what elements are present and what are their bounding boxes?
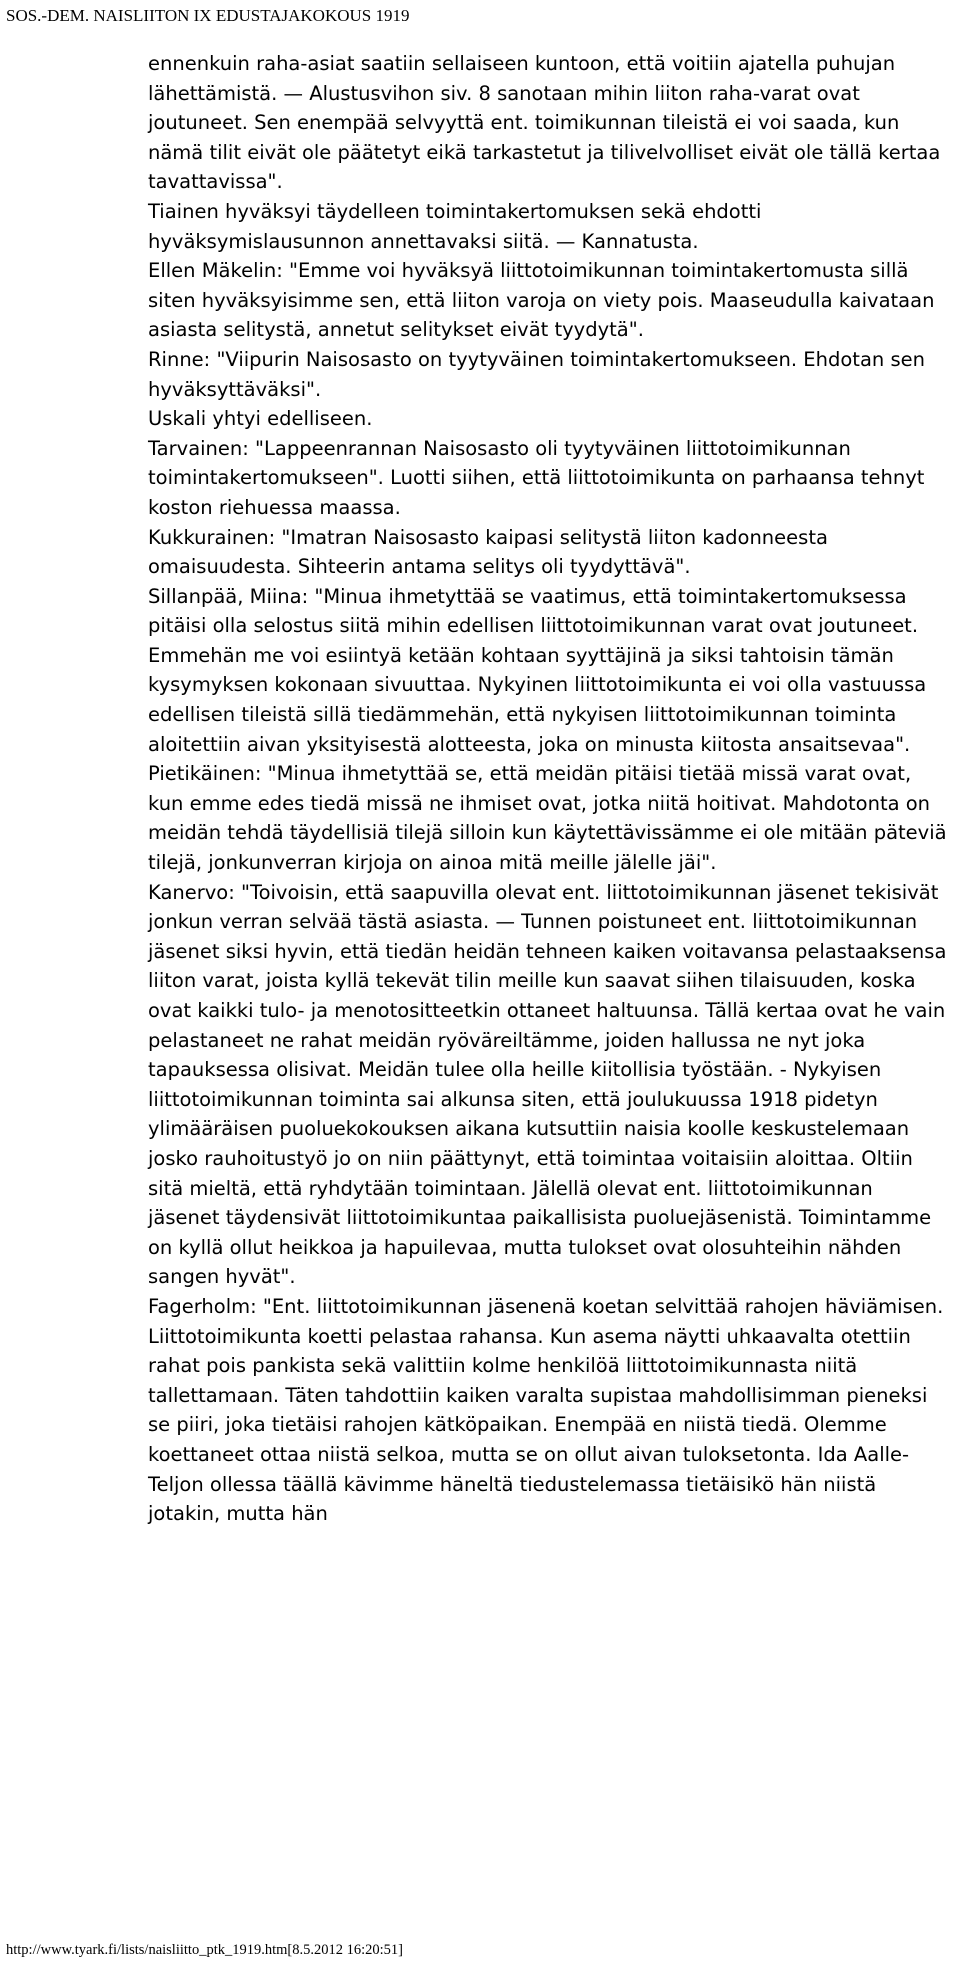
paragraph-intro: ennenkuin raha-asiat saatiin sellaiseen kuntoon, että voitiin ajatella puhujan lähettämistä. — Alustusvihon siv. 8 sanotaan mihin liiton raha-varat ovat joutuneet. Sen enempää selvyyttä ent. toimikunnan tileistä ei voi saada, kun nämä tilit eivät ole päätetyt eikä tarkastetut ja tilivelvolliset eivät ole tällä kertaa tavattavissa". <box>148 52 941 194</box>
paragraph-uskali: Uskali yhtyi edelliseen. <box>148 407 373 431</box>
paragraph-kukkurainen: Kukkurainen: "Imatran Naisosasto kaipasi selitystä liiton kadonneesta omaisuudesta. Sihteerin antama selitys oli tyydyttävä". <box>148 525 828 579</box>
paragraph-tarvainen: Tarvainen: "Lappeenrannan Naisosasto oli tyytyväinen liittotoimikunnan toimintakertomukseen". Luotti siihen, että liittotoimikunta on parhaansa tehnyt koston riehuessa maassa. <box>148 436 925 519</box>
page-header: SOS.-DEM. NAISLIITON IX EDUSTAJAKOKOUS 1919 <box>6 6 410 25</box>
paragraph-rinne: Rinne: "Viipurin Naisosasto on tyytyväinen toimintakertomukseen. Ehdotan sen hyväksyttäväksi". <box>148 347 925 401</box>
paragraph-fagerholm: Fagerholm: "Ent. liittotoimikunnan jäsenenä koetan selvittää rahojen häviämisen. Liittotoimikunta koetti pelastaa rahansa. Kun asema näytti uhkaavalta otettiin rahat pois pankista sekä valittiin kolme henkilöä liittotoimikunnasta niitä tallettamaan. Täten tahdottiin kaiken varalta supistaa mahdollisimman pieneksi se piiri, joka tietäisi rahojen kätköpaikan. Enempää en niistä tiedä. Olemme koettaneet ottaa niistä selkoa, mutta se on ollut aivan tuloksetonta. Ida Aalle-Teljon ollessa täällä kävimme häneltä tiedustelemassa tietäisikö hän niistä jotakin, mutta hän <box>148 1294 944 1526</box>
paragraph-sillanpaa: Sillanpää, Miina: "Minua ihmetyttää se vaatimus, että toimintakertomuksessa pitäisi olla selostus siitä mihin edellisen liittotoimikunnan varat ovat joutuneet. Emmehän me voi esiintyä ketään kohtaan syyttäjinä ja siksi tahtoisin tämän kysymyksen kokonaan sivuuttaa. Nykyinen liittotoimikunta ei voi olla vastuussa edellisen tileistä sillä tiedämmehän, että nykyisen liittotoimikunnan toiminta aloitettiin aivan yksityisestä alotteesta, joka on minusta kiitosta ansaitsevaa". <box>148 584 927 756</box>
paragraph-kanervo: Kanervo: "Toivoisin, että saapuvilla olevat ent. liittotoimikunnan jäsenet tekisivät jonkun verran selvää tästä asiasta. — Tunnen poistuneet ent. liittotoimikunnan jäsenet siksi hyvin, että tiedän heidän tehneen kaiken voitavansa pelastaaksensa liiton varat, joista kyllä tekevät tilin meille kun saavat siihen tilaisuuden, koska ovat kaikki tulo- ja menotositteetkin ottaneet haltuunsa. Tällä kertaa ovat he vain pelastaneet ne rahat meidän ryöväreiltämme, joiden hallussa ne nyt joka tapauksessa olisivat. Meidän tulee olla heille kiitollisia työstään. - Nykyisen liittotoimikunnan toiminta sai alkunsa siten, että joulukuussa 1918 pidetyn ylimääräisen puoluekokouksen aikana kutsuttiin naisia koolle keskustelemaan josko rauhoitustyö jo on niin päättynyt, että toimintaa voitaisiin aloittaa. Oltiin sitä mieltä, että ryhdytään toimintaan. Jälellä olevat ent. liittotoimikunnan jäsenet täydensivät liittotoimikuntaa paikallisista puoluejäsenistä. Toimintamme on kyllä ollut heikkoa ja hapuilevaa, mutta tulokset ovat olosuhteihin nähden sangen hyvät". <box>148 880 947 1289</box>
paragraph-pietikainen: Pietikäinen: "Minua ihmetyttää se, että meidän pitäisi tietää missä varat ovat, kun emme edes tiedä missä ne ihmiset ovat, jotka niitä hoitivat. Mahdotonta on meidän tehdä täydellisiä tilejä silloin kun käytettävissämme ei ole mitään päteviä tilejä, jonkunverran kirjoja on ainoa mitä meille jälelle jäi". <box>148 762 947 875</box>
document-body <box>148 49 948 1529</box>
paragraph-makelin: Ellen Mäkelin: "Emme voi hyväksyä liittotoimikunnan toimintakertomusta sillä siten hyväksyisimme sen, että liiton varoja on viety pois. Maaseudulla kaivataan asiasta selitystä, annetut selitykset eivät tyydytä". <box>148 259 935 342</box>
paragraph-tiainen: Tiainen hyväksyi täydelleen toimintakertomuksen sekä ehdotti hyväksymislausunnon annettavaksi siitä. — Kannatusta. <box>148 199 762 253</box>
page-footer-url: http://www.tyark.fi/lists/naisliitto_ptk_1919.htm[8.5.2012 16:20:51] <box>6 1942 403 1958</box>
